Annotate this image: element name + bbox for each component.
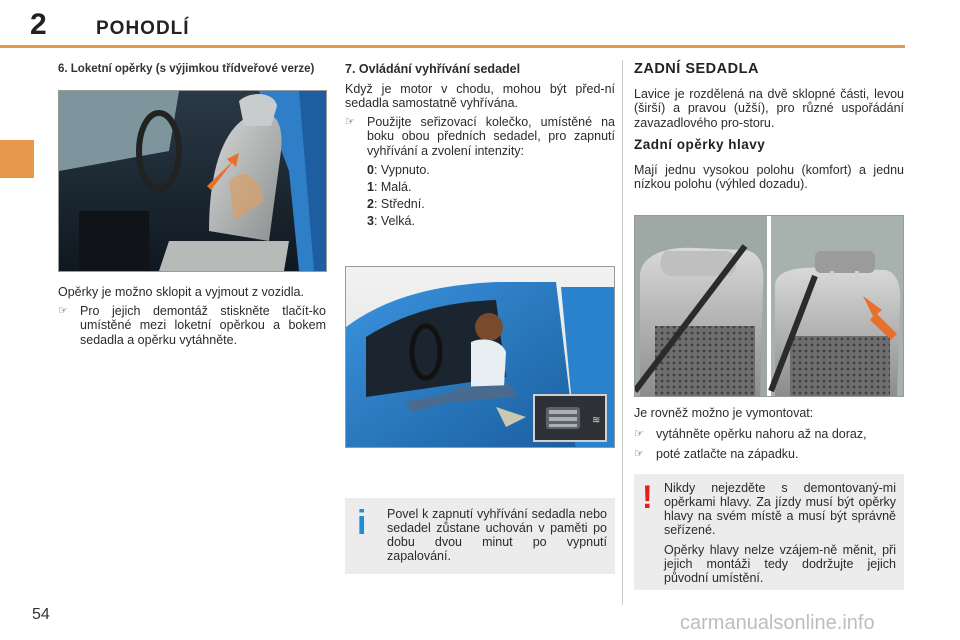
svg-text:≋: ≋ [592, 415, 601, 426]
armrest-photo [58, 90, 327, 272]
removal-intro: Je rovněž možno je vymontovat: [634, 406, 814, 420]
seat-heating-heading: 7. Ovládání vyhřívání sedadel [345, 62, 521, 76]
heating-level-item: 1: Malá. [367, 180, 412, 194]
pointing-hand-icon: ☞ [634, 427, 644, 440]
armrest-paragraph: Opěrky je možno sklopit a vyjmout z vozidla. [58, 285, 304, 299]
seat-heating-photo [345, 266, 615, 448]
chapter-tab [0, 140, 34, 178]
info-icon: i [357, 504, 367, 542]
chapter-title: POHODLÍ [96, 18, 190, 39]
rear-headrests-heading: Zadní opěrky hlavy [634, 137, 766, 152]
middle-column [345, 62, 615, 230]
heating-level-item: 0: Vypnuto. [367, 163, 430, 177]
header-rule [0, 45, 905, 48]
warning-paragraph: Opěrky hlavy nelze vzájem-ně měnit, při jejich montáži tedy dodržujte jejich původní umístění. [664, 543, 896, 585]
heating-levels [345, 162, 615, 230]
rear-headrests-text: Mají jednu vysokou polohu (komfort) a jednu nízkou polohu (výhled dozadu). [634, 162, 904, 191]
seat-heating-intro: Když je motor v chodu, mohou být před-ní sedadla samostatně vyhřívána. [345, 81, 615, 110]
right-column [634, 62, 904, 196]
chapter-number: 2 [30, 8, 47, 41]
warning-paragraph: Nikdy nejezděte s demontovaný-mi opěrkami hlavy. Za jízdy musí být opěrky hlavy na svém místě a musí být správně seřízené. [664, 481, 896, 537]
armrest-bullet [58, 304, 326, 348]
heating-level-item: 2: Střední. [367, 197, 425, 211]
rear-headrest-photo [634, 215, 904, 397]
info-box-text: Povel k zapnutí vyhřívání sedadla nebo sedadel zůstane uchován v paměti po dobu dvou minut po vypnutí zapalování. [387, 507, 607, 563]
column-divider [622, 60, 623, 605]
rear-seats-intro: Lavice je rozdělená na dvě sklopné části, levou (širší) a pravou (užší), pro různé uspořádání zavazadlového pro-storu. [634, 86, 904, 130]
watermark: carmanualsonline.info [680, 612, 875, 634]
seat-heating-bullet: ☞ Použijte seřizovací kolečko, umístěné na boku obou předních sedadel, pro zapnutí vyhřívání a zvolení intenzity: [345, 114, 615, 158]
pointing-hand-icon: ☞ [634, 448, 644, 460]
exclamation-icon: ! [642, 479, 653, 515]
removal-bullet: ☞ poté zatlačte na západku. [634, 447, 799, 461]
left-column [58, 62, 326, 77]
info-box [345, 498, 615, 574]
pointing-hand-icon: ☞ [58, 304, 68, 317]
rear-seats-heading: ZADNÍ SEDADLA [634, 61, 759, 77]
armrest-bullet-text: Pro jejich demontáž stiskněte tlačít-ko umístěné mezi loketní opěrkou a bokem sedadla a opěrku vytáhněte. [80, 303, 326, 347]
warning-box-text [664, 481, 896, 591]
armrest-subheading: 6. Loketní opěrky (s výjimkou třídveřové verze) [58, 63, 315, 75]
pointing-hand-icon: ☞ [345, 115, 355, 128]
warning-box [634, 474, 904, 590]
page-number: 54 [32, 606, 50, 623]
heating-level-item: 3: Velká. [367, 214, 415, 228]
removal-bullet: ☞ vytáhněte opěrku nahoru až na doraz, [634, 426, 867, 441]
